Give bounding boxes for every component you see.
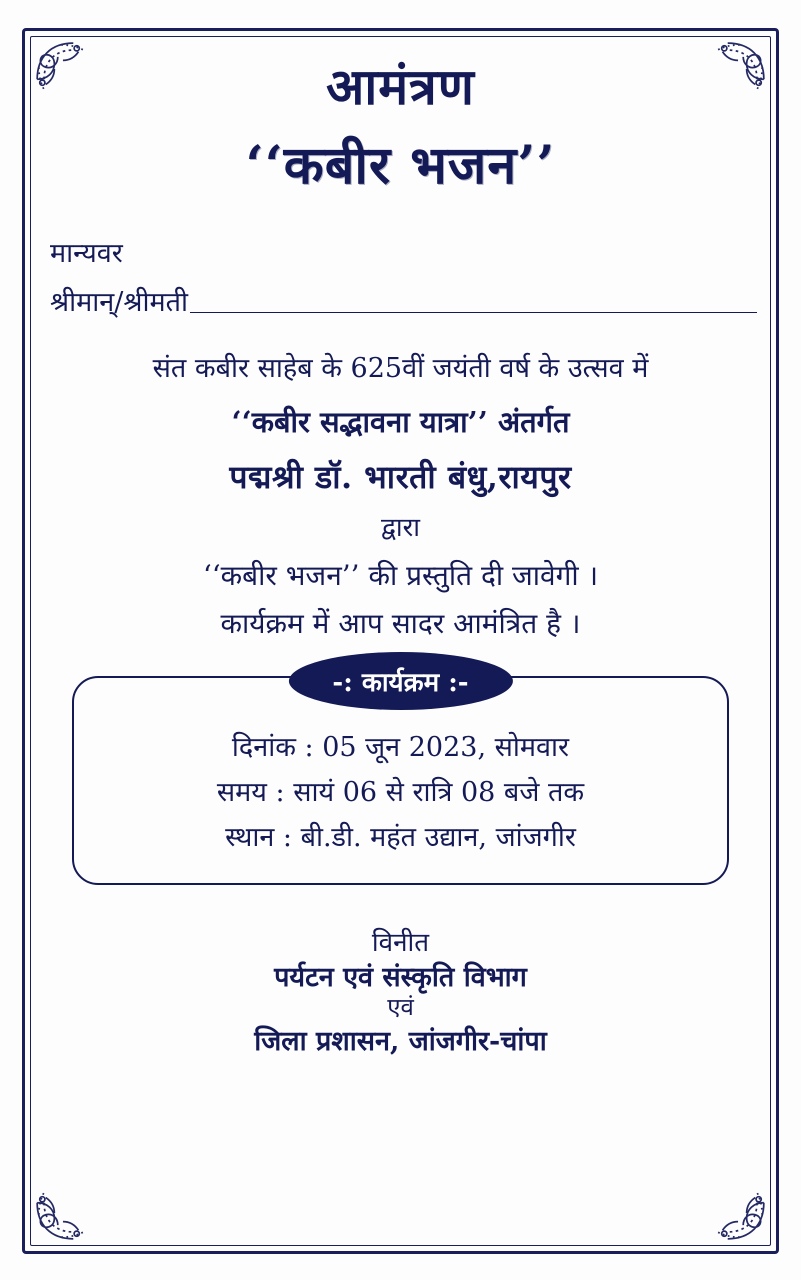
invitation-body [44, 349, 757, 642]
body-line-4: द्वारा [380, 512, 421, 543]
body-line-2: ‘‘कबीर सद्भावना यात्रा’’ अंतर्गत [231, 404, 570, 439]
page-title-script: आमंत्रण [326, 57, 475, 116]
program-time: समय : सायं 06 से रात्रि 08 बजे तक [216, 776, 585, 808]
body-line-5: ‘‘कबीर भजन’’ की प्रस्तुति दी जावेगी । [202, 558, 599, 592]
program-section [72, 667, 729, 885]
guest-name-label: श्रीमान्/श्रीमती [50, 287, 188, 318]
card-content [44, 52, 757, 1232]
program-venue: स्थान : बी.डी. महंत उद्यान, जांजगीर [225, 821, 576, 853]
program-badge: -: कार्यक्रम :- [288, 652, 512, 710]
guest-name-row [44, 282, 757, 319]
program-date: दिनांक : 05 जून 2023, सोमवार [231, 731, 570, 763]
body-line-1: संत कबीर साहेब के 625वीं जयंती वर्ष के उत्सव में [152, 353, 649, 384]
salutation-label: मान्यवर [50, 238, 123, 269]
signoff-section [44, 923, 757, 1058]
page-title-main: ‘‘कबीर भजन’’ [245, 135, 556, 196]
body-line-6: कार्यक्रम में आप सादर आमंत्रित है । [220, 606, 581, 640]
signoff-line-3: एवं [387, 992, 414, 1021]
guest-name-input[interactable] [190, 311, 757, 313]
signoff-line-2: पर्यटन एवं संस्कृति विभाग [274, 961, 527, 993]
signoff-line-1: विनीत [371, 927, 430, 958]
body-line-3-artist: पद्मश्री डॉ. भारती बंधु,रायपुर [229, 457, 572, 496]
signoff-line-4: जिला प्रशासन, जांजगीर-चांपा [254, 1025, 547, 1057]
